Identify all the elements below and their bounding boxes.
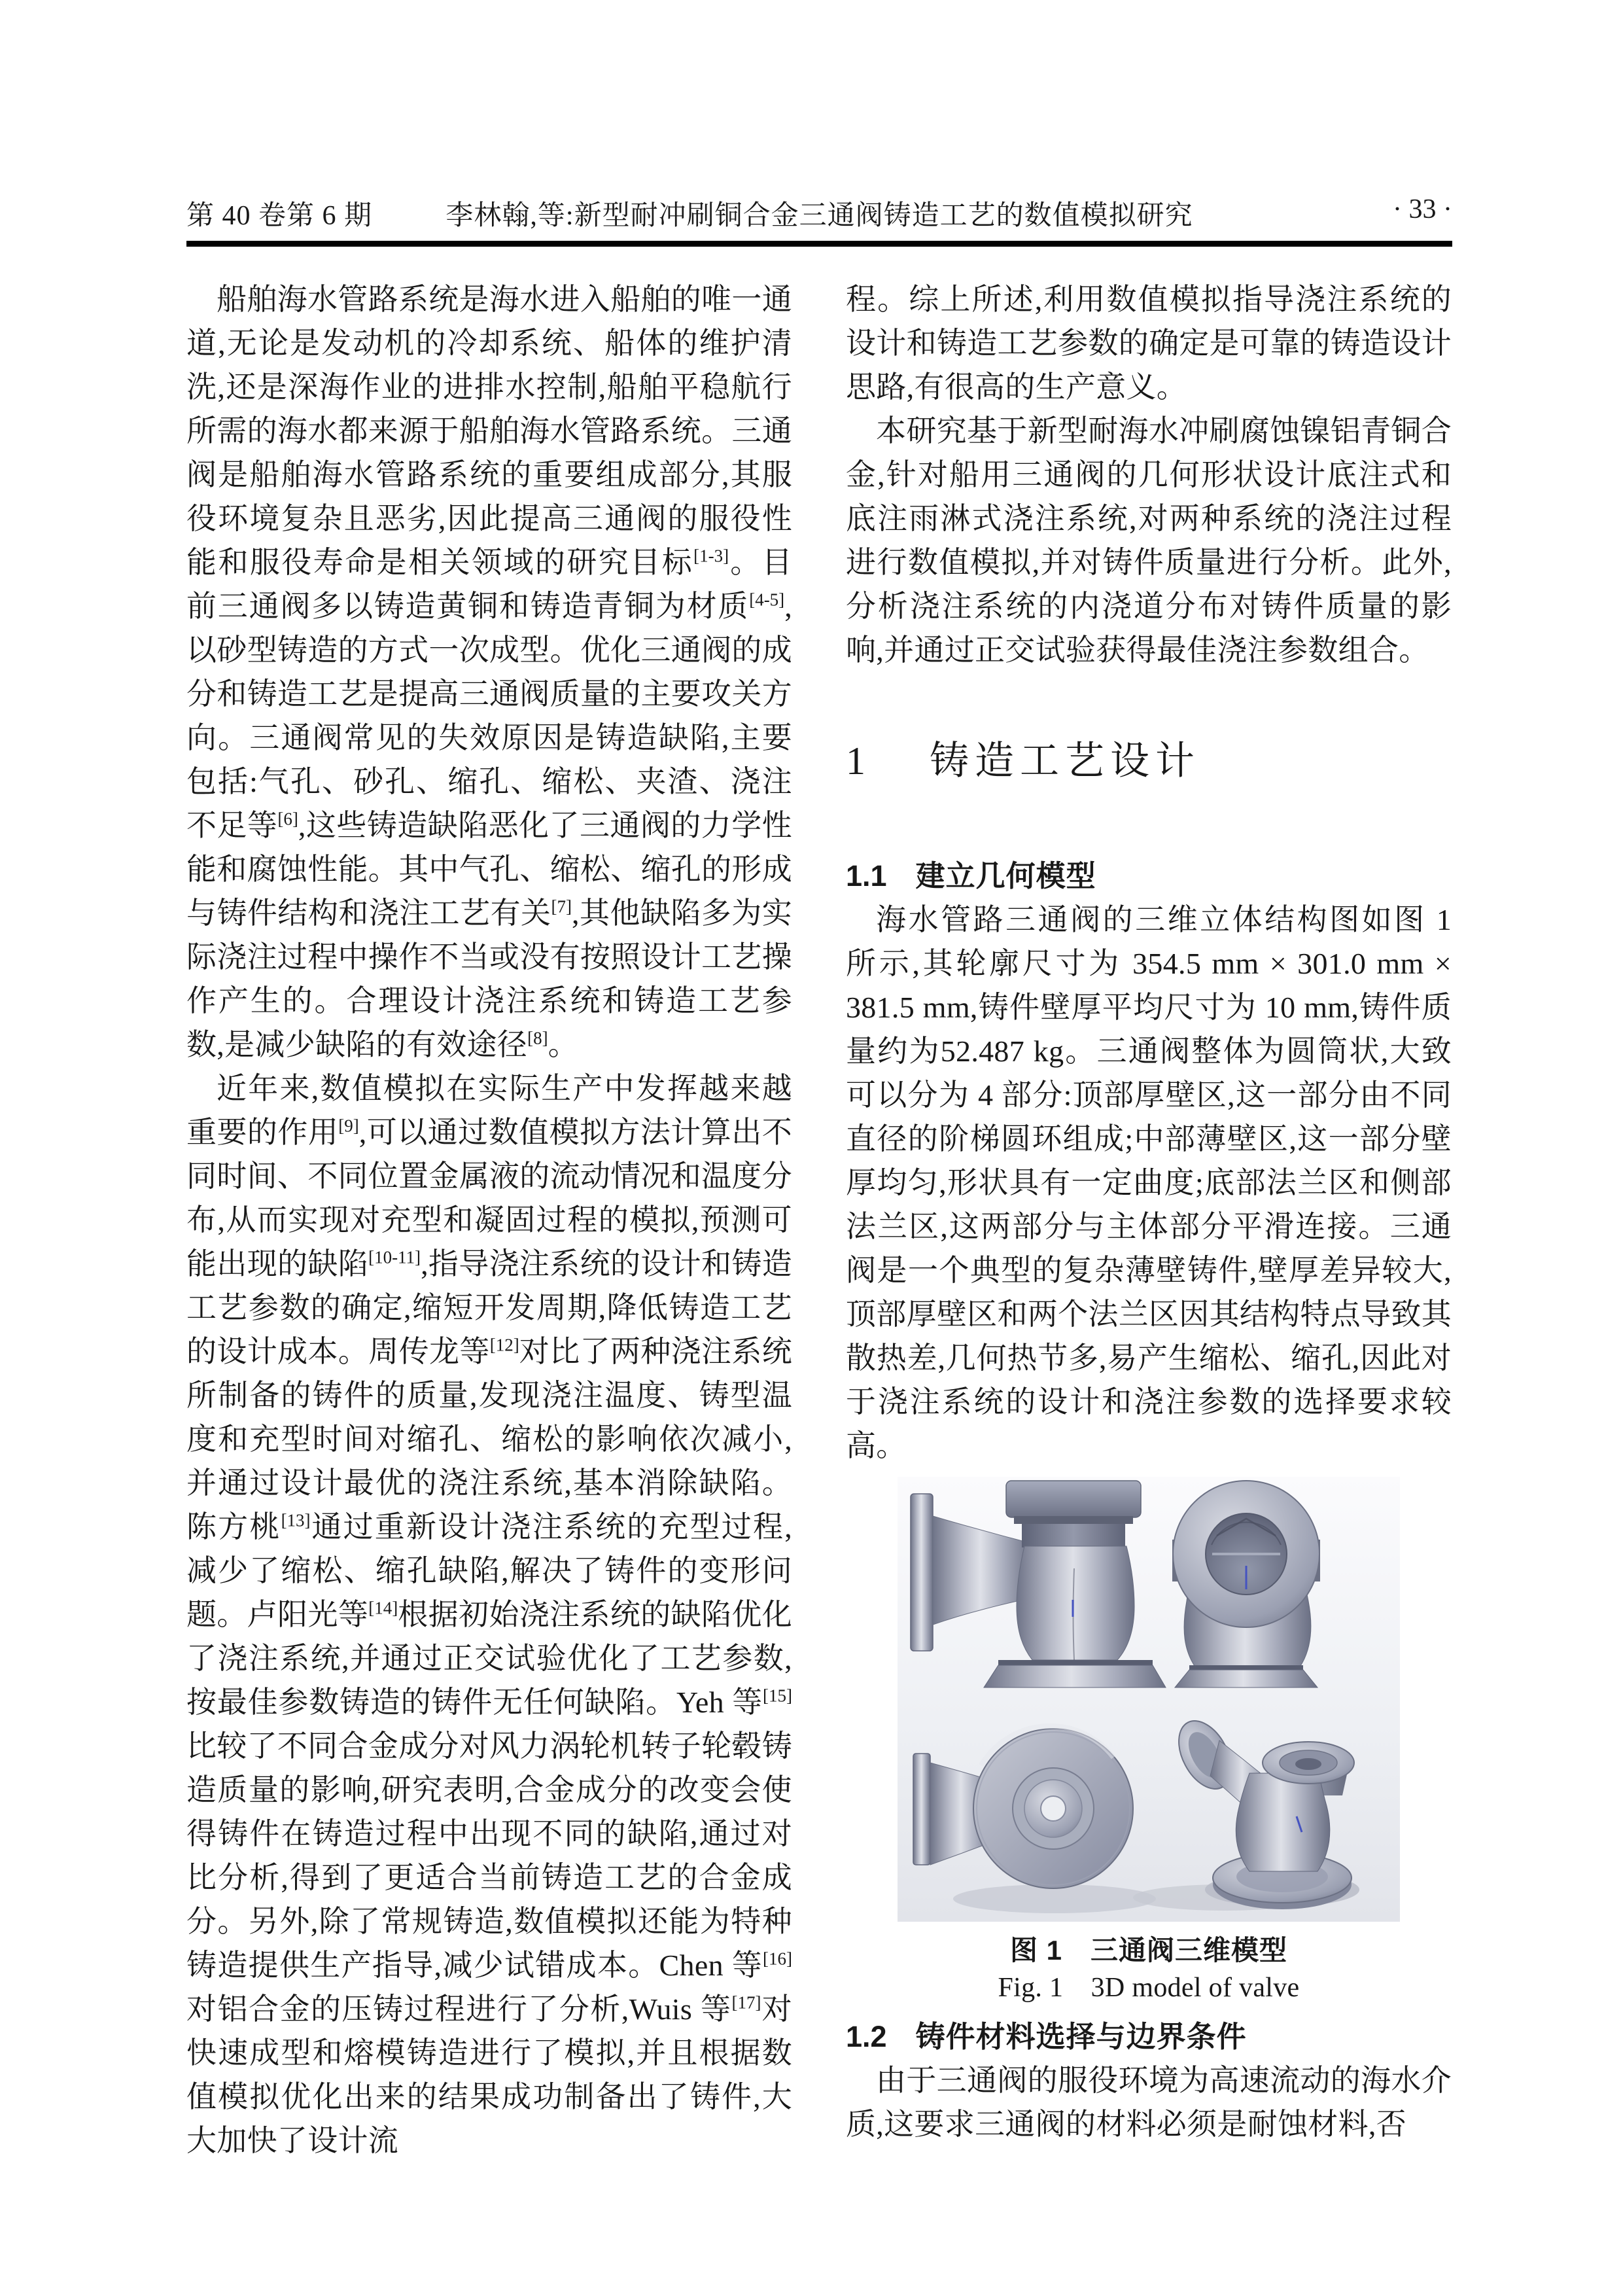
figure1-caption-en: Fig. 1 3D model of valve: [998, 1973, 1300, 2003]
section-1-heading: [846, 735, 1452, 787]
figure1-caption-zh: 图 1 三通阀三维模型: [1009, 1935, 1288, 1966]
figure1-image: [894, 1477, 1404, 1922]
subsection-title: 铸件材料选择与边界条件: [915, 2020, 1247, 2053]
subsection-number: 1.2: [846, 2020, 887, 2053]
paragraph: 由于三通阀的服役环境为高速流动的海水介质,这要求三通阀的材料必须是耐蚀材料,否: [846, 2064, 1452, 2141]
header-running-title: 李林翰,等:新型耐冲刷铜合金三通阀铸造工艺的数值模拟研究: [445, 201, 1193, 231]
section-number: 1: [846, 739, 865, 783]
subsection-1-2-heading: [846, 2015, 1452, 2058]
page-header: [186, 194, 1452, 232]
paragraph: 船舶海水管路系统是海水进入船舶的唯一通道,无论是发动机的冷却系统、船体的维护清洗,还是深海作业的进排水控制,船舶平稳航行所需的海水都来源于船舶海水管路系统。三通阀是船舶海水管路系统的重要组成部分,其服役环境复杂且恶劣,因此提高三通阀的服役性能和服役寿命是相关领域的研究目标[1-3]。目前三通阀多以铸造黄铜和铸造青铜为材质[4-5],以砂型铸造的方式一次成型。优化三通阀的成分和铸造工艺是提高三通阀质量的主要攻关方向。三通阀常见的失效原因是铸造缺陷,主要包括:气孔、砂孔、缩孔、缩松、夹渣、浇注不足等[6],这些铸造缺陷恶化了三通阀的力学性能和腐蚀性能。其中气孔、缩松、缩孔的形成与铸件结构和浇注工艺有关[7],其他缺陷多为实际浇注过程中操作不当或没有按照设计工艺操作产生的。合理设计浇注系统和铸造工艺参数,是减少缺陷的有效途径[8]。: [186, 283, 792, 1061]
section-title: 铸造工艺设计: [930, 739, 1200, 783]
paragraph: 海水管路三通阀的三维立体结构图如图 1 所示,其轮廓尺寸为 354.5 mm × 301.0 mm × 381.5 mm,铸件壁厚平均尺寸为 10 mm,铸件质量约为52.487 kg。三通阀整体为圆筒状,大致可以分为 4 部分:顶部厚壁区,这一部分由不同直径的阶梯圆环组成;中部薄壁区,这一部分壁厚均匀,形状具有一定曲度;底部法兰区和侧部法兰区,这两部分与主体部分平滑连接。三通阀是一个典型的复杂薄壁铸件,壁厚差异较大,顶部厚壁区和两个法兰区因其结构特点导致其散热差,几何热节多,易产生缩松、缩孔,因此对于浇注系统的设计和浇注参数的选择要求较高。: [846, 903, 1452, 1462]
paragraph: 近年来,数值模拟在实际生产中发挥越来越重要的作用[9],可以通过数值模拟方法计算出不同时间、不同位置金属液的流动情况和温度分布,从而实现对充型和凝固过程的模拟,预测可能出现的缺陷[10-11],指导浇注系统的设计和铸造工艺参数的确定,缩短开发周期,降低铸造工艺的设计成本。周传龙等[12]对比了两种浇注系统所制备的铸件的质量,发现浇注温度、铸型温度和充型时间对缩孔、缩松的影响依次减小,并通过设计最优的浇注系统,基本消除缺陷。陈方桃[13]通过重新设计浇注系统的充型过程,减少了缩松、缩孔缺陷,解决了铸件的变形问题。卢阳光等[14]根据初始浇注系统的缺陷优化了浇注系统,并通过正交试验优化了工艺参数,按最佳参数铸造的铸件无任何缺陷。Yeh 等[15]比较了不同合金成分对风力涡轮机转子轮毂铸造质量的影响,研究表明,合金成分的改变会使得铸件在铸造过程中出现不同的缺陷,通过对比分析,得到了更适合当前铸造工艺的合金成分。另外,除了常规铸造,数值模拟还能为特种铸造提供生产指导,减少试错成本。Chen 等[16]对铝合金的压铸过程进行了分析,Wuis 等[17]对快速成型和熔模铸造进行了模拟,并且根据数值模拟优化出来的结果成功制备出了铸件,大大加快了设计流: [186, 1072, 793, 2157]
left-column: [186, 277, 792, 2163]
subsection-1-1-heading: [846, 854, 1452, 898]
subsection-number: 1.1: [846, 859, 887, 892]
paragraph: 本研究基于新型耐海水冲刷腐蚀镍铝青铜合金,针对船用三通阀的几何形状设计底注式和底注雨淋式浇注系统,对两种系统的浇注过程进行数值模拟,并对铸件质量进行分析。此外,分析浇注系统的内浇道分布对铸件质量的影响,并通过正交试验获得最佳浇注参数组合。: [846, 414, 1452, 667]
header-page-number: · 33 ·: [1393, 194, 1452, 224]
subsection-title: 建立几何模型: [915, 859, 1096, 892]
paragraph: 程。综上所述,利用数值模拟指导浇注系统的设计和铸造工艺参数的确定是可靠的铸造设计思路,有很高的生产意义。: [846, 283, 1452, 404]
right-column: [846, 277, 1452, 2146]
header-rule: [186, 241, 1452, 247]
header-issue: 第 40 卷第 6 期: [186, 201, 373, 231]
figure1: [894, 1477, 1404, 2005]
